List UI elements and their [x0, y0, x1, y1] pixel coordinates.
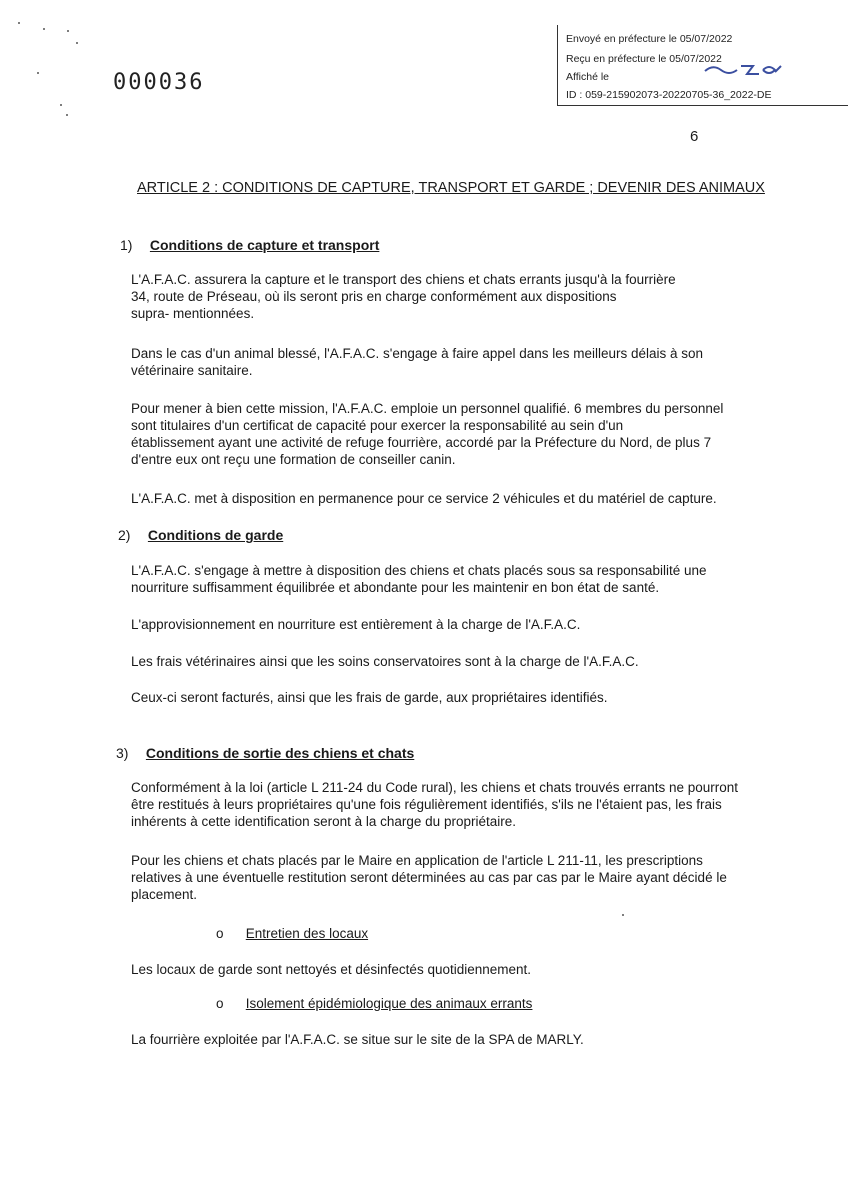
text-line: L'A.F.A.C. s'engage à mettre à disposition des chiens et chats placés sous sa responsabilité une	[131, 563, 707, 578]
sub-item-heading	[216, 996, 532, 1011]
text-line: sont titulaires d'un certificat de capacité pour exercer la responsabilité au sein d'un	[131, 418, 624, 433]
text-line: inhérents à cette identification seront à la charge du propriétaire.	[131, 814, 516, 829]
scan-speck	[43, 28, 45, 30]
scan-speck	[622, 914, 624, 916]
text-line: relatives à une éventuelle restitution seront déterminées au cas par cas par le Maire ayant décidé le	[131, 870, 727, 885]
text-line: Ceux-ci seront facturés, ainsi que les frais de garde, aux propriétaires identifiés.	[131, 690, 608, 705]
text-line: nourriture suffisamment équilibrée et abondante pour les maintenir en bon état de santé.	[131, 580, 660, 595]
scan-speck	[60, 104, 62, 106]
section-title: Conditions de capture et transport	[149, 237, 380, 253]
paragraph	[131, 562, 711, 596]
section-number: 2)	[118, 527, 131, 543]
slo-signature-mark	[703, 62, 783, 78]
paragraph	[131, 490, 717, 507]
section-heading	[116, 745, 414, 761]
paragraph	[131, 400, 724, 468]
text-line: placement.	[131, 887, 198, 902]
stamp-received-date: Reçu en préfecture le 05/07/2022	[566, 53, 722, 65]
page-number: 6	[690, 128, 699, 145]
scan-speck	[18, 22, 20, 24]
scan-speck	[37, 72, 39, 74]
text-line: L'A.F.A.C. assurera la capture et le transport des chiens et chats errants jusqu'à la fourrière	[131, 272, 676, 287]
text-line: être restitués à leurs propriétaires qu'une fois régulièrement identifiés, s'ils ne l'étaient pas, les frais	[131, 797, 722, 812]
text-line: vétérinaire sanitaire.	[131, 363, 253, 378]
bullet: o	[216, 996, 224, 1011]
paragraph	[131, 852, 727, 903]
text-line: 34, route de Préseau, où ils seront pris en charge conformément aux dispositions	[131, 289, 617, 304]
paragraph	[131, 616, 711, 633]
text-line: Pour mener à bien cette mission, l'A.F.A.C. emploie un personnel qualifié. 6 membres du personnel	[131, 401, 724, 416]
paragraph	[131, 961, 711, 978]
scan-speck	[76, 42, 78, 44]
sub-item-heading	[216, 926, 368, 941]
text-line: La fourrière exploitée par l'A.F.A.C. se situe sur le site de la SPA de MARLY.	[131, 1032, 584, 1047]
scan-speck	[67, 30, 69, 32]
section-title: Conditions de sortie des chiens et chats	[145, 745, 415, 761]
article-title: ARTICLE 2 : CONDITIONS DE CAPTURE, TRANSPORT ET GARDE ; DEVENIR DES ANIMAUX	[137, 180, 765, 196]
text-line: L'approvisionnement en nourriture est entièrement à la charge de l'A.F.A.C.	[131, 617, 581, 632]
text-line: établissement ayant une activité de refuge fourrière, accordé par la Préfecture du Nord, de plus 7	[131, 435, 712, 450]
paragraph	[131, 345, 711, 379]
bullet: o	[216, 926, 224, 941]
stamp-posted: Affiché le	[566, 71, 609, 83]
stamp-id: ID : 059-215902073-20220705-36_2022-DE	[566, 89, 772, 101]
sub-item-title: Entretien des locaux	[245, 926, 369, 941]
text-line: Les frais vétérinaires ainsi que les soins conservatoires sont à la charge de l'A.F.A.C.	[131, 654, 639, 669]
scan-speck	[66, 114, 68, 116]
text-line: Dans le cas d'un animal blessé, l'A.F.A.C. s'engage à faire appel dans les meilleurs délais à son	[131, 346, 704, 361]
text-line: supra- mentionnées.	[131, 306, 255, 321]
stamp-sent-date: Envoyé en préfecture le 05/07/2022	[566, 33, 733, 45]
text-line: d'entre eux ont reçu une formation de conseiller canin.	[131, 452, 456, 467]
paragraph	[131, 689, 711, 706]
section-number: 3)	[116, 745, 129, 761]
scan-page-number: 000036	[113, 70, 205, 95]
section-title: Conditions de garde	[147, 527, 284, 543]
text-line: Les locaux de garde sont nettoyés et désinfectés quotidiennement.	[131, 962, 532, 977]
text-line: Pour les chiens et chats placés par le Maire en application de l'article L 211-11, les prescriptions	[131, 853, 703, 868]
section-heading	[118, 527, 283, 543]
paragraph	[131, 779, 739, 830]
paragraph	[131, 653, 711, 670]
sub-item-title: Isolement épidémiologique des animaux errants	[245, 996, 533, 1011]
section-heading	[120, 237, 379, 253]
paragraph	[131, 271, 711, 322]
text-line: L'A.F.A.C. met à disposition en permanence pour ce service 2 véhicules et du matériel de capture.	[131, 491, 717, 506]
text-line: Conformément à la loi (article L 211-24 du Code rural), les chiens et chats trouvés errants ne pourront	[131, 780, 739, 795]
paragraph	[131, 1031, 711, 1048]
section-number: 1)	[120, 237, 133, 253]
